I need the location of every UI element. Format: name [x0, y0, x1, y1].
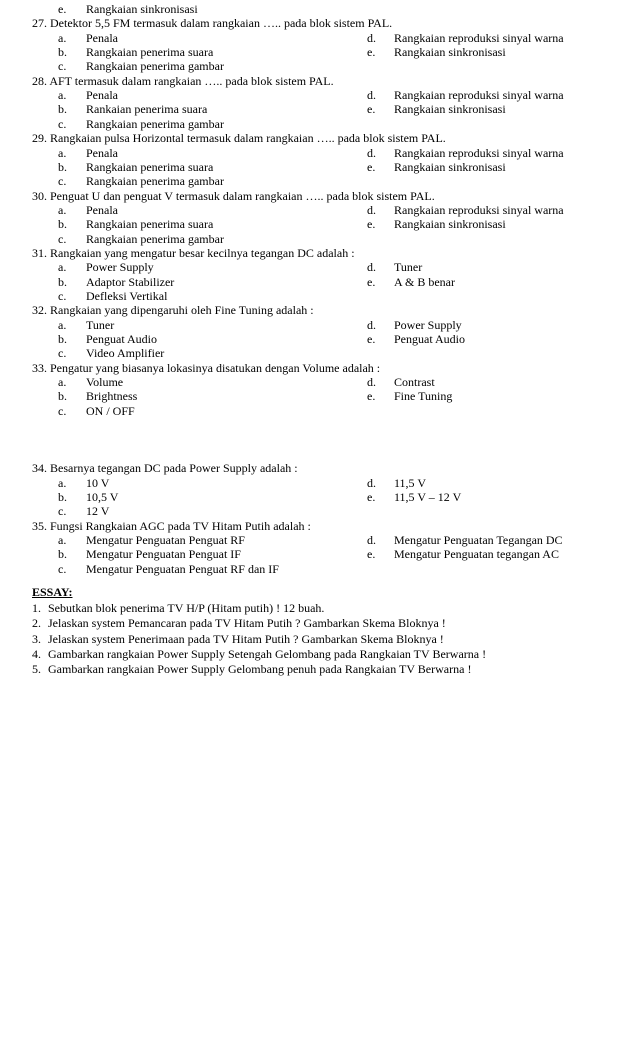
option-text: Rangkaian sinkronisasi [394, 159, 506, 174]
question-text: 30. Penguat U dan penguat V termasuk dalam rangkaian ….. pada blok sistem PAL. [32, 188, 435, 203]
option-text: Fine Tuning [394, 389, 453, 404]
option-letter: b. [58, 332, 67, 347]
option-text: 11,5 V – 12 V [394, 489, 462, 504]
option-letter: d. [367, 30, 376, 45]
option-letter: b. [58, 159, 67, 174]
essay-item [32, 632, 444, 646]
option-letter: c. [58, 504, 67, 519]
essay-question-text: Jelaskan system Pemancaran pada TV Hitam Putih ? Gambarkan Skema Bloknya ! [48, 616, 446, 631]
option-letter: d. [367, 375, 376, 390]
option-text: Rangkaian reproduksi sinyal warna [394, 145, 564, 160]
option-text: Contrast [394, 375, 435, 390]
option-text: Rangkaian penerima suara [86, 217, 214, 232]
question-text: 34. Besarnya tegangan DC pada Power Supply adalah : [32, 461, 298, 476]
essay-item [32, 662, 471, 676]
option-letter: a. [58, 30, 67, 45]
question-text: 29. Rangkaian pulsa Horizontal termasuk dalam rangkaian ….. pada blok sistem PAL. [32, 131, 446, 146]
essay-number: 1. [32, 600, 41, 615]
essay-number: 4. [32, 646, 41, 661]
option-letter: d. [367, 317, 376, 332]
option-letter: b. [58, 489, 67, 504]
option-letter: a. [58, 375, 67, 390]
option-text: ON / OFF [86, 403, 135, 418]
option-letter: c. [58, 231, 67, 246]
essay-number: 3. [32, 631, 41, 646]
option-text: Volume [86, 375, 124, 390]
option-text: Rangkaian sinkronisasi [394, 45, 506, 60]
essay-item [32, 647, 486, 661]
option-letter: e. [367, 159, 376, 174]
essay-title: ESSAY: [32, 584, 73, 599]
option-text: Rangkaian sinkronisasi [394, 217, 506, 232]
option-text: Mengatur Penguatan Penguat IF [86, 547, 241, 562]
option-text: Mengatur Penguatan Penguat RF dan IF [86, 561, 279, 576]
option-text: A & B benar [394, 274, 455, 289]
option-text: Defleksi Vertikal [86, 289, 168, 303]
option-text: Penguat Audio [394, 332, 465, 347]
option-letter: e. [367, 489, 376, 504]
option-letter: e. [367, 102, 376, 117]
option-letter: e. [58, 2, 67, 16]
essay-number: 2. [32, 616, 41, 631]
option-text: 12 V [86, 504, 110, 519]
option-letter: c. [58, 174, 67, 189]
option-text: Video Amplifier [86, 346, 165, 361]
option-text: Penguat Audio [86, 332, 157, 347]
option-text: 11,5 V [394, 475, 427, 490]
option-letter: c. [58, 346, 67, 361]
option-text: Rangkaian sinkronisasi [394, 102, 506, 117]
option-letter: e. [367, 45, 376, 60]
question-text: 35. Fungsi Rangkaian AGC pada TV Hitam Putih adalah : [32, 518, 311, 533]
option-letter: e. [367, 217, 376, 232]
question-text: 28. AFT termasuk dalam rangkaian ….. pada blok sistem PAL. [32, 73, 334, 88]
option-text: Rankaian penerima suara [86, 102, 208, 117]
option-letter: b. [58, 389, 67, 404]
option-letter: c. [58, 59, 67, 74]
question-text: 33. Pengatur yang biasanya lokasinya disatukan dengan Volume adalah : [32, 360, 381, 375]
option-letter: c. [58, 289, 67, 303]
option-letter: c. [58, 403, 67, 418]
option-letter: b. [58, 547, 67, 562]
option-text: Brightness [86, 389, 138, 404]
option-letter: b. [58, 102, 67, 117]
option-text: Rangkaian reproduksi sinyal warna [394, 30, 564, 45]
option-letter: d. [367, 202, 376, 217]
option-text: Mengatur Penguatan Penguat RF [86, 532, 245, 547]
essay-question-text: Sebutkan blok penerima TV H/P (Hitam putih) ! 12 buah. [48, 600, 325, 615]
option-text: Tuner [86, 317, 115, 332]
option-text: Tuner [394, 260, 423, 275]
essay-item [32, 601, 324, 615]
option-text: Rangkaian penerima suara [86, 159, 214, 174]
option-letter: b. [58, 274, 67, 289]
option-text: Rangkaian penerima gambar [86, 231, 224, 246]
option-text: Adaptor Stabilizer [86, 274, 175, 289]
option-text: Rangkaian penerima gambar [86, 116, 224, 131]
option-text: Penala [86, 202, 118, 217]
option-text: Penala [86, 88, 118, 103]
option-letter: d. [367, 88, 376, 103]
option-text: Rangkaian penerima suara [86, 45, 214, 60]
option-text: Penala [86, 145, 118, 160]
option-text: Penala [86, 30, 118, 45]
option-text: Rangkaian sinkronisasi [86, 2, 198, 16]
option-letter: e. [367, 332, 376, 347]
option-text: 10,5 V [86, 489, 119, 504]
option-letter: a. [58, 475, 67, 490]
option-text: Rangkaian penerima gambar [86, 174, 224, 189]
option-text: Power Supply [86, 260, 154, 275]
essay-number: 5. [32, 662, 41, 677]
option-letter: d. [367, 532, 376, 547]
option-letter: a. [58, 145, 67, 160]
option-letter: d. [367, 475, 376, 490]
essay-question-text: Gambarkan rangkaian Power Supply Gelombang penuh pada Rangkaian TV Berwarna ! [48, 662, 472, 677]
option-letter: c. [58, 561, 67, 576]
option-text: Rangkaian reproduksi sinyal warna [394, 202, 564, 217]
option-letter: a. [58, 317, 67, 332]
option-text: Rangkaian penerima gambar [86, 59, 224, 74]
option-letter: b. [58, 217, 67, 232]
option-text: Power Supply [394, 317, 462, 332]
essay-question-text: Jelaskan system Penerimaan pada TV Hitam Putih ? Gambarkan Skema Bloknya ! [48, 631, 444, 646]
option-letter: a. [58, 532, 67, 547]
option-text: Rangkaian reproduksi sinyal warna [394, 88, 564, 103]
option-letter: e. [367, 547, 376, 562]
option-text: 10 V [86, 475, 110, 490]
option-letter: a. [58, 202, 67, 217]
option-letter: b. [58, 45, 67, 60]
essay-item [32, 616, 446, 630]
option-letter: c. [58, 116, 67, 131]
option-letter: d. [367, 145, 376, 160]
option-letter: e. [367, 389, 376, 404]
option-text: Mengatur Penguatan tegangan AC [394, 547, 559, 562]
essay-question-text: Gambarkan rangkaian Power Supply Setengah Gelombang pada Rangkaian TV Berwarna ! [48, 646, 487, 661]
option-letter: d. [367, 260, 376, 275]
question-text: 27. Detektor 5,5 FM termasuk dalam rangkaian ….. pada blok sistem PAL. [32, 16, 393, 31]
question-text: 32. Rangkaian yang dipengaruhi oleh Fine Tuning adalah : [32, 303, 314, 318]
option-text: Mengatur Penguatan Tegangan DC [394, 532, 563, 547]
option-letter: e. [367, 274, 376, 289]
option-letter: a. [58, 88, 67, 103]
option-letter: a. [58, 260, 67, 275]
question-text: 31. Rangkaian yang mengatur besar kecilnya tegangan DC adalah : [32, 245, 355, 260]
